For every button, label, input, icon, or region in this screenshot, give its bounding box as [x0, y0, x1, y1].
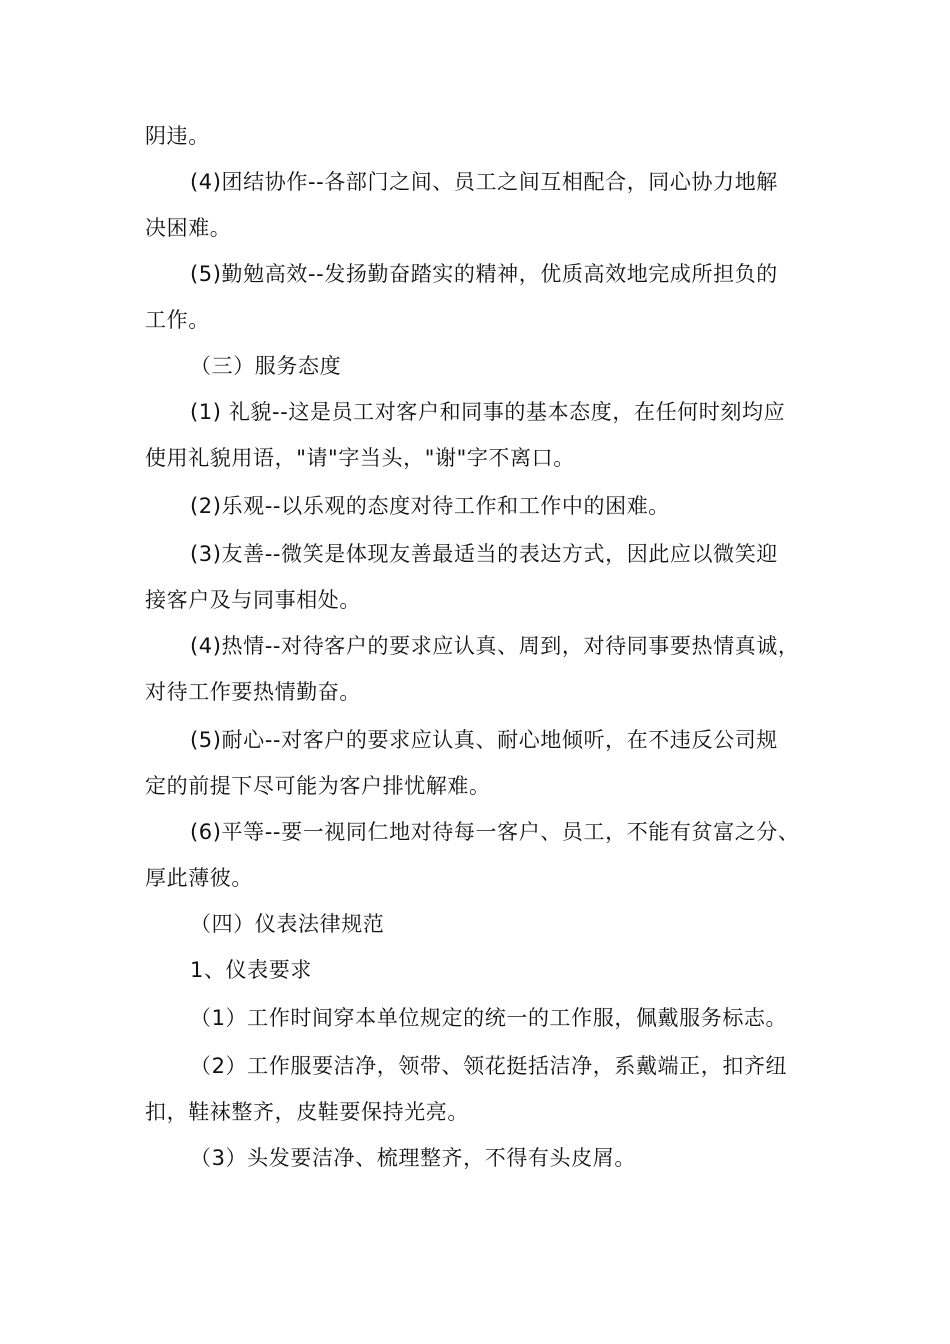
text-line: 决困难。 — [145, 216, 232, 240]
text-line: (1) 礼貌--这是员工对客户和同事的基本态度，在任何时刻均应 — [190, 400, 786, 424]
text-line: 工作。 — [145, 308, 210, 332]
text-line: (5)耐心--对客户的要求应认真、耐心地倾听，在不违反公司规 — [190, 728, 778, 752]
section-heading: （四）仪表法律规范 — [190, 912, 385, 936]
section-heading: （三）服务态度 — [190, 354, 342, 378]
text-line: (3)友善--微笑是体现友善最适当的表达方式，因此应以微笑迎 — [190, 542, 778, 566]
text-line: 对待工作要热情勤奋。 — [145, 680, 361, 704]
text-line: 接客户及与同事相处。 — [145, 588, 361, 612]
text-line: (4)热情--对待客户的要求应认真、周到，对待同事要热情真诚， — [190, 634, 800, 658]
text-line: 扣，鞋袜整齐，皮鞋要保持光亮。 — [145, 1100, 469, 1124]
text-line: (6)平等--要一视同仁地对待每一客户、员工，不能有贫富之分、 — [190, 820, 800, 844]
text-line: 使用礼貌用语，"请"字当头，"谢"字不离口。 — [145, 446, 575, 470]
text-line: 厚此薄彼。 — [145, 866, 253, 890]
text-line: (5)勤勉高效--发扬勤奋踏实的精神，优质高效地完成所担负的 — [190, 262, 778, 286]
subsection-heading: 1、仪表要求 — [190, 958, 312, 982]
text-line: （1）工作时间穿本单位规定的统一的工作服，佩戴服务标志。 — [190, 1006, 788, 1030]
text-line: 定的前提下尽可能为客户排忧解难。 — [145, 774, 491, 798]
text-line: （2）工作服要洁净，领带、领花挺括洁净，系戴端正，扣齐纽 — [190, 1054, 788, 1078]
text-line: 阴违。 — [145, 124, 210, 148]
text-line: (4)团结协作--各部门之间、员工之间互相配合，同心协力地解 — [190, 170, 778, 194]
text-line: （3）头发要洁净、梳理整齐，不得有头皮屑。 — [190, 1146, 636, 1170]
text-line: (2)乐观--以乐观的态度对待工作和工作中的困难。 — [190, 494, 670, 518]
